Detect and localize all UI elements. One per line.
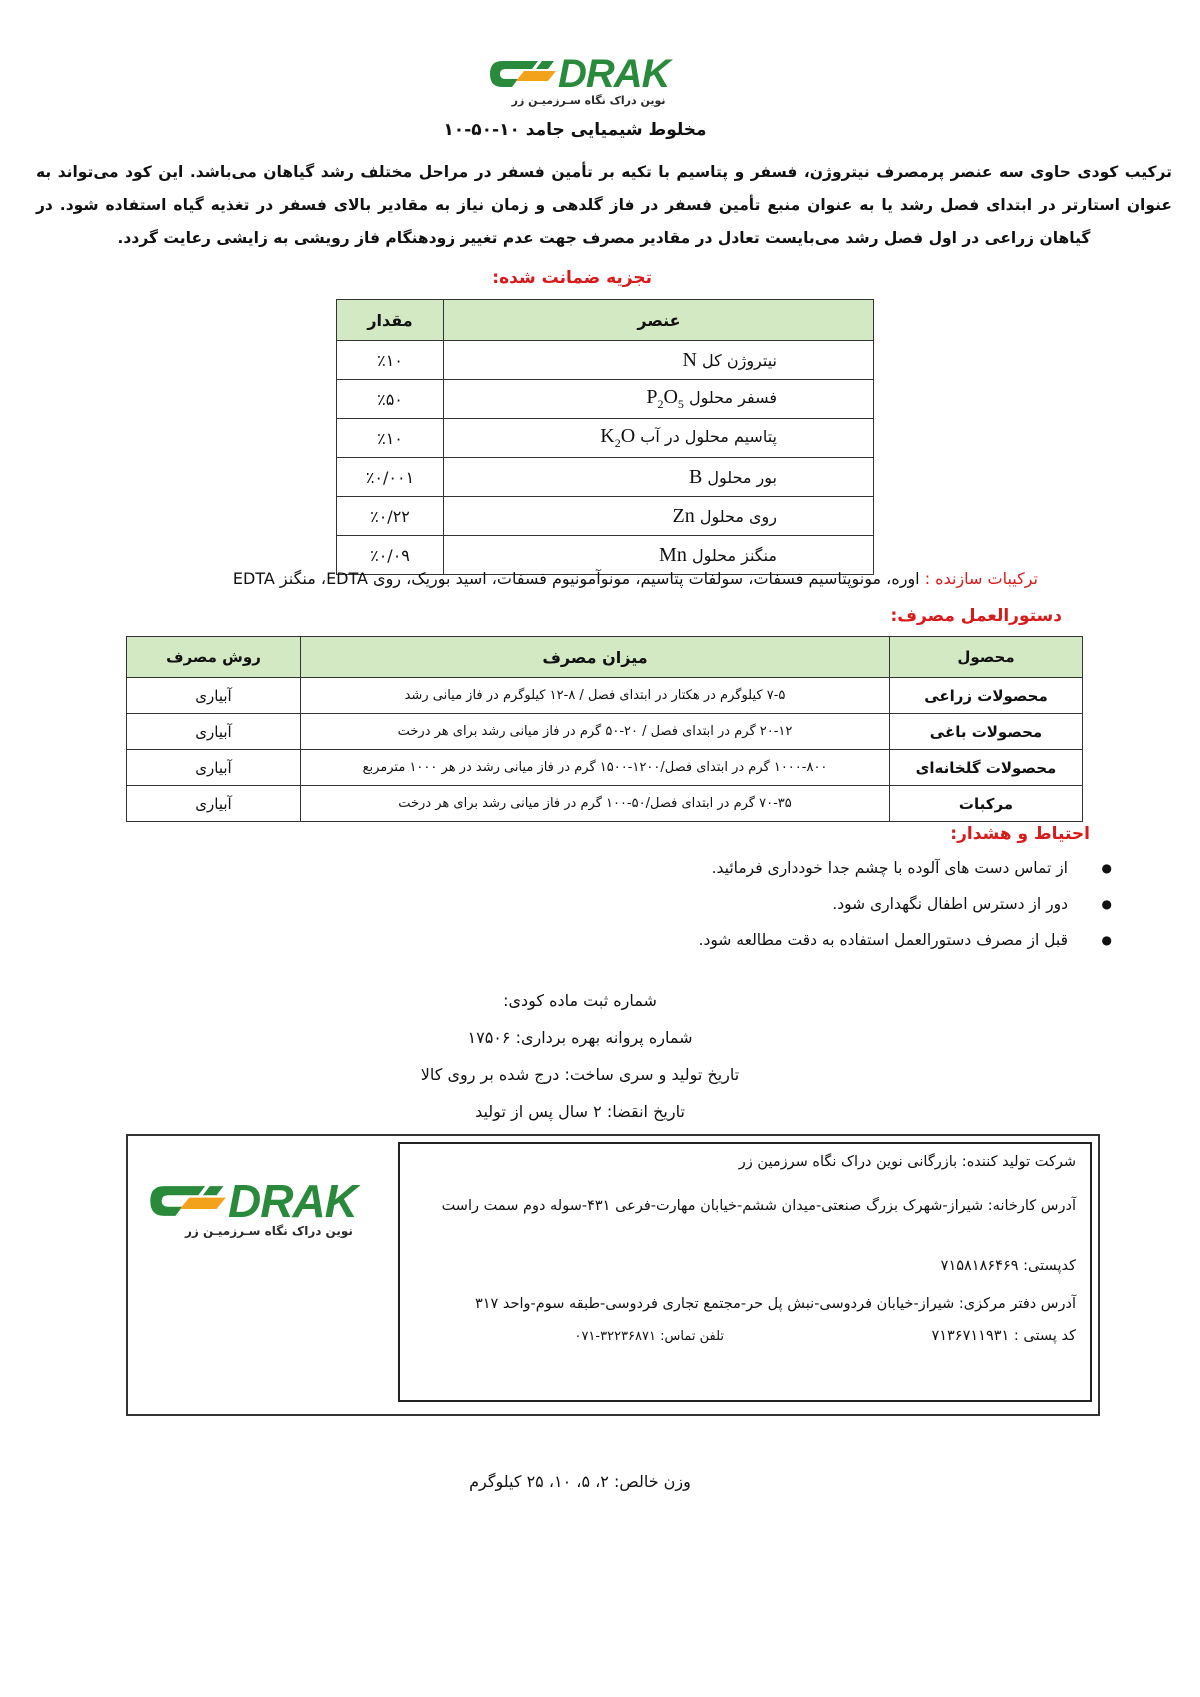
license-number: شماره پروانه بهره برداری: ۱۷۵۰۶	[467, 1028, 693, 1047]
column-header-product: محصول	[890, 637, 1083, 678]
rate-cell: ۷-۵ کیلوگرم در هکتار در ابتدای فصل / ۸-۱۲ کیلوگرم در فاز میانی رشد	[301, 678, 890, 714]
ingredients-label: ترکیبات سازنده :	[924, 569, 1038, 588]
logo-wordmark: DRAK	[558, 52, 670, 96]
office-postal-code: کد پستی : ۷۱۳۶۷۱۱۹۳۱	[931, 1328, 1076, 1344]
amount-cell: ٪۰/۰۹	[337, 536, 444, 575]
net-weight: وزن خالص: ۲، ۵، ۱۰، ۲۵ کیلوگرم	[469, 1472, 691, 1491]
logo-mark-icon	[148, 1181, 228, 1221]
office-address: آدرس دفتر مرکزی: شیراز-خیابان فردوسی-نبش پل حر-مجتمع تجاری فردوسی-طبقه سوم-واحد ۳۱۷	[474, 1296, 1076, 1312]
amount-cell: ٪۰/۰۰۱	[337, 458, 444, 497]
method-cell: آبیاری	[127, 714, 301, 750]
ingredients-line	[233, 569, 1038, 588]
logo-mark-icon	[488, 57, 558, 91]
element-cell	[444, 341, 874, 380]
guaranteed-analysis-table	[336, 299, 874, 575]
logo-subtitle: نوین دراک نگاه سـرزمیـن زر	[184, 1224, 353, 1238]
table-row	[127, 714, 1083, 750]
column-header-amount: مقدار	[337, 300, 444, 341]
table-row	[127, 786, 1083, 822]
product-cell: محصولات گلخانه‌ای	[890, 750, 1083, 786]
registration-number: شماره ثبت ماده کودی:	[503, 991, 657, 1010]
caution-list	[699, 850, 1112, 958]
table-header-row	[337, 300, 874, 341]
element-symbol: $K_2O$	[600, 425, 636, 450]
method-cell: آبیاری	[127, 750, 301, 786]
element-cell	[444, 419, 874, 458]
column-header-element: عنصر	[444, 300, 874, 341]
method-cell: آبیاری	[127, 678, 301, 714]
analysis-heading: تجزیه ضمانت شده:	[492, 268, 652, 288]
brand-logo	[488, 54, 670, 107]
factory-postal-code: کدپستی: ۷۱۵۸۱۸۶۴۶۹	[940, 1258, 1076, 1274]
element-symbol: $P_2O_5$	[646, 386, 684, 411]
element-name: نیتروژن کل	[702, 350, 777, 370]
list-item: ● دور از دسترس اطفال نگهداری شود.	[699, 886, 1112, 922]
table-row	[337, 380, 874, 419]
company-info-box	[398, 1142, 1092, 1402]
product-cell: محصولات زراعی	[890, 678, 1083, 714]
expiry-date: تاریخ انقضا: ۲ سال پس از تولید	[475, 1102, 685, 1121]
amount-cell: ٪۱۰	[337, 341, 444, 380]
product-description: ترکیب کودی حاوی سه عنصر پرمصرف نیتروژن، فسفر و پتاسیم با تکیه بر تأمین فسفر در مراحل مختلف رشد گیاهان می‌باشد. این کود می‌تواند به عنوان استارتر در ابتدای فصل رشد یا به عنوان منبع تأمین فسفر در فاز گلدهی و زمان نیاز به مقادیر بالای فسفر در تغذیه گیاه استفاده شود. در گیاهان زراعی در اول فصل رشد می‌بایست تعادل در مقادیر مصرف جهت عدم تغییر زودهنگام فاز رویشی به زایشی رعایت گردد.	[36, 163, 1172, 247]
list-item: ● قبل از مصرف دستورالعمل استفاده به دقت مطالعه شود.	[699, 922, 1112, 958]
element-cell	[444, 380, 874, 419]
element-name: بور محلول	[707, 467, 777, 487]
element-symbol: B	[688, 465, 703, 488]
method-cell: آبیاری	[127, 786, 301, 822]
registration-block	[0, 982, 1160, 1130]
table-row	[127, 750, 1083, 786]
element-name: فسفر محلول	[688, 388, 777, 407]
table-row	[337, 458, 874, 497]
element-name: پتاسیم محلول در آب	[640, 427, 777, 446]
caution-heading: احتیاط و هشدار:	[950, 824, 1090, 844]
element-symbol: Zn	[672, 504, 695, 527]
table-row	[337, 341, 874, 380]
usage-table	[126, 636, 1083, 822]
table-row	[337, 497, 874, 536]
rate-cell: ۱۰۰۰-۸۰۰ گرم در ابتدای فصل/۱۲۰۰-۱۵۰۰ گرم در فاز میانی رشد در هر ۱۰۰۰ مترمربع	[301, 750, 890, 786]
column-header-rate: میزان مصرف	[301, 637, 890, 678]
table-header-row	[127, 637, 1083, 678]
table-row	[337, 419, 874, 458]
element-cell	[444, 497, 874, 536]
logo-wordmark: DRAK	[228, 1175, 357, 1227]
element-cell	[444, 458, 874, 497]
phone-number: تلفن تماس: ۳۲۲۳۶۸۷۱-۰۷۱	[574, 1329, 724, 1344]
amount-cell: ٪۰/۲۲	[337, 497, 444, 536]
column-header-method: روش مصرف	[127, 637, 301, 678]
amount-cell: ٪۱۰	[337, 419, 444, 458]
element-name: روی محلول	[699, 506, 777, 526]
product-cell: مرکبات	[890, 786, 1083, 822]
element-symbol: N	[682, 348, 697, 371]
element-name: منگنز محلول	[691, 545, 777, 565]
rate-cell: ۷۰-۳۵ گرم در ابتدای فصل/۵۰-۱۰۰ گرم در فاز میانی رشد برای هر درخت	[301, 786, 890, 822]
ingredients-text: اوره، مونوپتاسیم فسفات، سولفات پتاسیم، مونوآمونیوم فسفات، اسید بوریک، روی EDTA، منگنز EDTA	[232, 569, 920, 588]
factory-address: آدرس کارخانه: شیراز-شهرک بزرگ صنعتی-میدان ششم-خیابان مهارت-فرعی ۴۳۱-سوله دوم سمت راست	[441, 1198, 1076, 1214]
brand-logo-footer	[148, 1175, 357, 1238]
table-row	[127, 678, 1083, 714]
logo-subtitle: نوین دراک نگاه سـرزمیـن زر	[511, 94, 666, 107]
product-cell: محصولات باغی	[890, 714, 1083, 750]
element-symbol: Mn	[659, 543, 687, 566]
amount-cell: ٪۵۰	[337, 380, 444, 419]
list-item: ● از تماس دست های آلوده با چشم جدا خودداری فرمائید.	[699, 850, 1112, 886]
producer-name: شرکت تولید کننده: بازرگانی نوین دراک نگاه سرزمین زر	[738, 1154, 1076, 1170]
product-title: مخلوط شیمیایی جامد ۱۰-۵۰-۱۰	[443, 120, 707, 140]
production-date: تاریخ تولید و سری ساخت: درج شده بر روی کالا	[420, 1065, 740, 1084]
rate-cell: ۲۰-۱۲ گرم در ابتدای فصل / ۲۰-۵۰ گرم در فاز میانی رشد برای هر درخت	[301, 714, 890, 750]
usage-heading: دستورالعمل مصرف:	[890, 606, 1062, 626]
